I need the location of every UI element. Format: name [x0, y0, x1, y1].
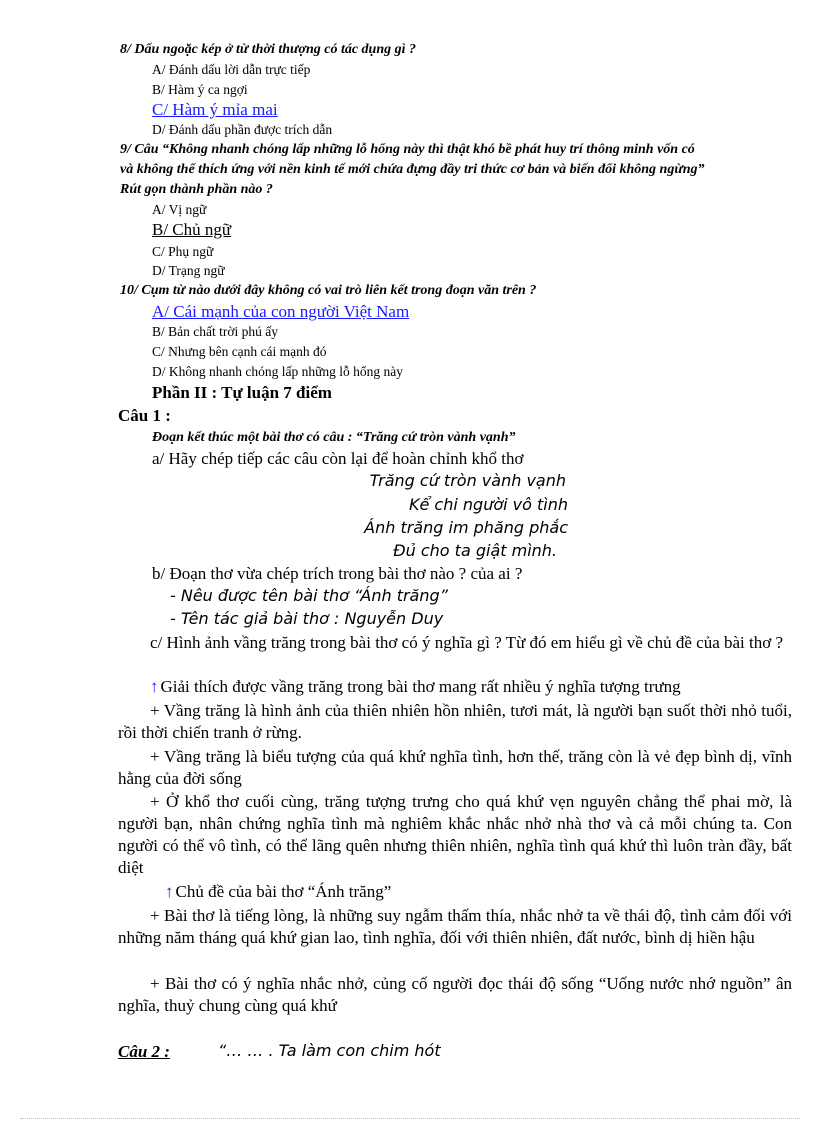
- poem-line-4: Đủ cho ta giật mình.: [393, 541, 557, 560]
- q10-option-a-answer: A/ Cái mạnh của con người Việt Nam: [152, 302, 410, 321]
- cau1-c-prompt: c/ Hình ảnh vầng trăng trong bài thơ có ý nghĩa gì ? Từ đó em hiểu gì về chủ đề của bài thơ ?: [150, 633, 784, 652]
- q10-option-b: B/ Bản chất trời phú ấy: [152, 324, 278, 339]
- cau1-b-answer-2: - Tên tác giả bài thơ : Nguyễn Duy: [170, 609, 444, 628]
- c-point-2: + Vầng trăng là hình ảnh của thiên nhiên hồn nhiên, tươi mát, là người bạn suốt thời nhỏ tuổi, rồi thời chiến tranh ở rừng.: [118, 701, 792, 742]
- q8-option-a: A/ Đánh dấu lời dẫn trực tiếp: [152, 62, 311, 77]
- q8-option-b: B/ Hàm ý ca ngợi: [152, 82, 248, 97]
- page-divider: [20, 1118, 800, 1119]
- question-8: 8/ Dấu ngoặc kép ở từ thời thượng có tác dụng gì ?: [120, 42, 417, 57]
- question-10: 10/ Cụm từ nào dưới đây không có vai trò liên kết trong đoạn văn trên ?: [120, 283, 537, 298]
- theme-heading-text: Chủ đề của bài thơ “Ánh trăng”: [175, 882, 392, 901]
- question-9-line1: 9/ Câu “Không nhanh chóng lấp những lỗ hổng này thì thật khó bề phát huy trí thông minh vốn có: [120, 142, 695, 157]
- cau1-heading: Câu 1 :: [118, 406, 171, 425]
- question-9-line3: Rút gọn thành phần nào ?: [120, 182, 273, 197]
- poem-line-1: Trăng cứ tròn vành vạnh: [369, 471, 566, 490]
- q10-option-c: C/ Nhưng bên cạnh cái mạnh đó: [152, 344, 327, 359]
- theme-heading: [165, 882, 391, 902]
- q9-option-b-answer: B/ Chủ ngữ: [152, 220, 232, 239]
- poem-line-3: Ánh trăng im phăng phắc: [364, 518, 568, 537]
- q8-option-d: D/ Đánh dấu phần được trích dẫn: [152, 122, 333, 137]
- c-point-3: + Vầng trăng là biểu tượng của quá khứ nghĩa tình, hơn thế, trăng còn là vẻ đẹp bình dị, vĩnh hằng của đời sống: [118, 747, 792, 788]
- c-point-1-text: Giải thích được vầng trăng trong bài thơ mang rất nhiều ý nghĩa tượng trưng: [160, 677, 681, 696]
- cau1-intro: Đoạn kết thúc một bài thơ có câu : “Trăng cứ tròn vành vạnh”: [152, 430, 516, 445]
- up-arrow-icon: ↑: [165, 882, 174, 901]
- q9-option-d: D/ Trạng ngữ: [152, 263, 225, 278]
- up-arrow-icon: ↑: [150, 677, 159, 696]
- q8-option-c-answer: C/ Hàm ý mỉa mai: [152, 100, 278, 119]
- c-point-1: [150, 677, 681, 697]
- theme-point-2: + Bài thơ có ý nghĩa nhắc nhở, củng cố người đọc thái độ sống “Uống nước nhớ nguồn” ân nghĩa, thuỷ chung cùng quá khứ: [118, 974, 792, 1015]
- cau2-text: “… … . Ta làm con chim hót: [218, 1041, 441, 1060]
- q9-option-c: C/ Phụ ngữ: [152, 244, 214, 259]
- cau1-b-prompt: b/ Đoạn thơ vừa chép trích trong bài thơ nào ? của ai ?: [152, 564, 523, 583]
- c-point-4: + Ở khổ thơ cuối cùng, trăng tượng trưng cho quá khứ vẹn nguyên chẳng thể phai mờ, là người bạn, nhân chứng nghĩa tình mà nghiêm khắc nhắc nhở nhà thơ và cả mỗi chúng ta. Con người có thể vô tình, có thể lãng quên nhưng thiên nhiên, nghĩa tình quá khứ thì luôn tràn đầy, bất diệt: [118, 792, 792, 877]
- cau1-b-answer-1: - Nêu được tên bài thơ “Ánh trăng”: [170, 586, 448, 605]
- cau2-heading: Câu 2 :: [118, 1042, 170, 1061]
- part2-heading: Phần II : Tự luận 7 điểm: [152, 383, 332, 402]
- question-9-line2: và không thể thích ứng với nền kinh tế mới chứa đựng đầy tri thức cơ bản và biến đổi không ngừng”: [120, 162, 705, 177]
- cau1-a-prompt: a/ Hãy chép tiếp các câu còn lại để hoàn chỉnh khổ thơ: [152, 449, 524, 468]
- q10-option-d: D/ Không nhanh chóng lấp những lỗ hổng này: [152, 364, 404, 379]
- poem-line-2: Kể chi người vô tình: [409, 495, 568, 514]
- theme-point-1: + Bài thơ là tiếng lòng, là những suy ngẫm thấm thía, nhắc nhở ta về thái độ, tình cảm đối với những năm tháng quá khứ gian lao, tình nghĩa, đối với thiên nhiên, đất nước, bình dị hiền hậu: [118, 906, 792, 947]
- q9-option-a: A/ Vị ngữ: [152, 202, 207, 217]
